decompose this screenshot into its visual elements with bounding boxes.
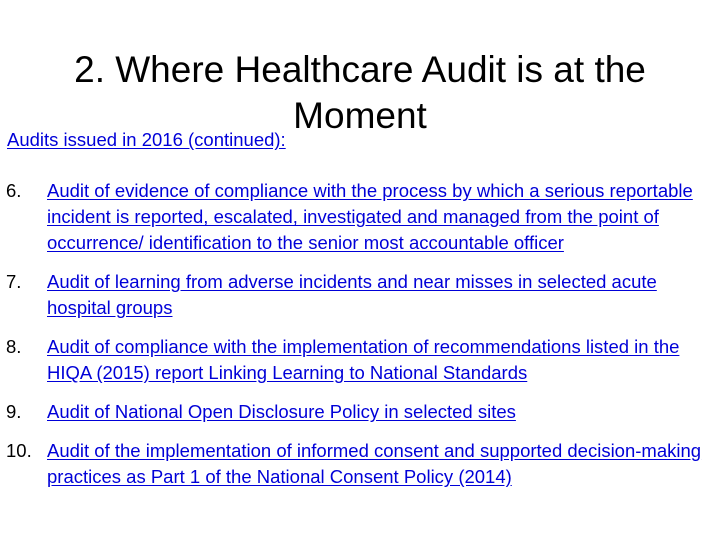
list-item xyxy=(0,438,720,490)
audit-list xyxy=(0,178,720,503)
item-number: 10. xyxy=(6,440,32,461)
audit-link[interactable]: Audit of compliance with the implementation of recommendations listed in the HIQA (2015) report Linking Learning to National Standards xyxy=(47,336,680,383)
list-item xyxy=(0,178,720,256)
list-item xyxy=(0,269,720,321)
item-number: 6. xyxy=(6,180,22,201)
intro-link[interactable]: Audits issued in 2016 (continued): xyxy=(7,129,286,150)
item-number: 8. xyxy=(6,336,22,357)
item-number: 9. xyxy=(6,401,22,422)
audit-link[interactable]: Audit of the implementation of informed consent and supported decision-making practices as Part 1 of the National Consent Policy (2014) xyxy=(47,440,702,487)
item-number: 7. xyxy=(6,271,22,292)
audit-link[interactable]: Audit of learning from adverse incidents and near misses in selected acute hospital groups xyxy=(47,271,657,318)
list-item xyxy=(0,334,720,386)
audit-link[interactable]: Audit of evidence of compliance with the process by which a serious reportable incident is reported, escalated, investigated and managed from the point of occurrence/ identification to the senior most accountable officer xyxy=(47,180,693,253)
list-item xyxy=(0,399,720,425)
audit-link[interactable]: Audit of National Open Disclosure Policy in selected sites xyxy=(47,401,516,422)
slide-title: 2. Where Healthcare Audit is at the Moment xyxy=(74,48,646,136)
